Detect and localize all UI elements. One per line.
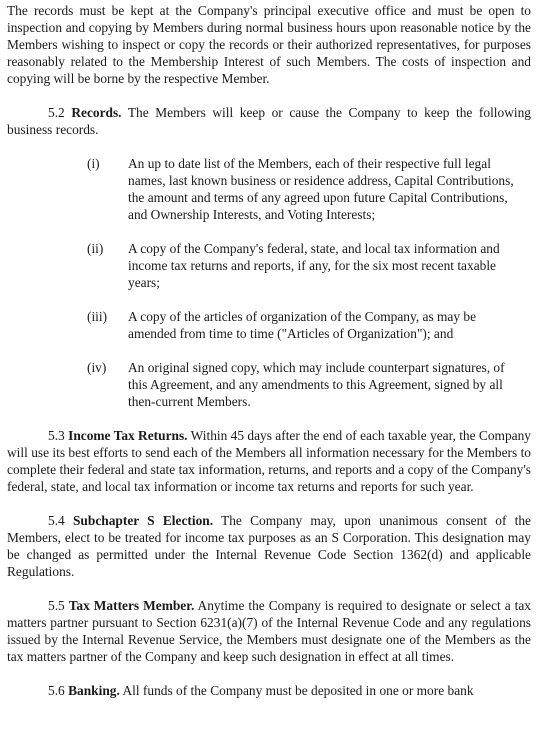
list-item xyxy=(7,308,531,342)
section-text: The Company may, upon unanimous consent of the Members, elect to be treated for income tax purposes as an S Corporation. This designation may be changed as permitted under the Internal Revenue Code Section 1362(d) and applicable Regulations. xyxy=(7,513,531,579)
list-item xyxy=(7,240,531,291)
list-item-number: (iii) xyxy=(87,309,108,324)
records-list xyxy=(7,155,531,410)
section-5-4-paragraph xyxy=(7,512,531,580)
list-item-text: A copy of the articles of organization of the Company, as may be amended from time to time ("Articles of Organization"); and xyxy=(128,309,477,341)
section-heading: Tax Matters Member. xyxy=(68,598,195,613)
list-item-text: An original signed copy, which may include counterpart signatures, of this Agreement, and any amendments to this Agreement, signed by all then-current Members. xyxy=(128,360,505,409)
section-number: 5.4 xyxy=(48,513,65,528)
section-heading: Banking. xyxy=(68,683,120,698)
intro-paragraph: The records must be kept at the Company's principal executive office and must be open to inspection and copying by Members during normal business hours upon reasonable notice by the Members wishing to inspect or copy the records or their authorized representatives, for purposes reasonably related to the Membership Interest of such Members. The costs of inspection and copying will be borne by the respective Member. xyxy=(7,3,531,86)
section-heading: Income Tax Returns. xyxy=(68,428,188,443)
list-item xyxy=(7,359,531,410)
list-item-text: A copy of the Company's federal, state, and local tax information and income tax returns and reports, if any, for the six most recent taxable years; xyxy=(128,241,500,290)
section-number: 5.5 xyxy=(48,598,65,613)
section-5-2-paragraph xyxy=(7,104,531,138)
section-5-3-paragraph xyxy=(7,427,531,495)
section-number: 5.2 xyxy=(48,105,65,120)
section-text: All funds of the Company must be deposited in one or more bank xyxy=(119,683,474,698)
section-text: Within 45 days after the end of each taxable year, the Company will use its best efforts to send each of the Members all information necessary for the Members to complete their federal and state tax information, returns, and reports and a copy of the Company's federal, state, and local tax information or income tax returns and reports for such year. xyxy=(7,428,531,494)
section-text: Anytime the Company is required to designate or select a tax matters partner pursuant to Section 6231(a)(7) of the Internal Revenue Code and any regulations issued by the Internal Revenue Service, the Members must designate one of the Members as the tax matters partner of the Company and keep such designation in effect at all times. xyxy=(7,598,532,664)
list-item-number: (i) xyxy=(87,156,100,171)
section-heading: Records. xyxy=(71,105,122,120)
document-page xyxy=(7,2,531,716)
section-5-5-paragraph xyxy=(7,597,531,665)
list-item-number: (ii) xyxy=(87,241,104,256)
list-item-number: (iv) xyxy=(87,360,107,375)
section-5-6-paragraph xyxy=(7,682,531,699)
section-heading: Subchapter S Election. xyxy=(72,513,214,528)
section-text: The Members will keep or cause the Company to keep the following business records. xyxy=(7,105,531,137)
section-number: 5.3 xyxy=(48,428,65,443)
list-item-text: An up to date list of the Members, each of their respective full legal names, last known business or residence address, Capital Contributions, the amount and terms of any agreed upon future Capital Contributions, and Ownership Interests, and Voting Interests; xyxy=(128,156,514,222)
list-item xyxy=(7,155,531,223)
section-number: 5.6 xyxy=(48,683,65,698)
